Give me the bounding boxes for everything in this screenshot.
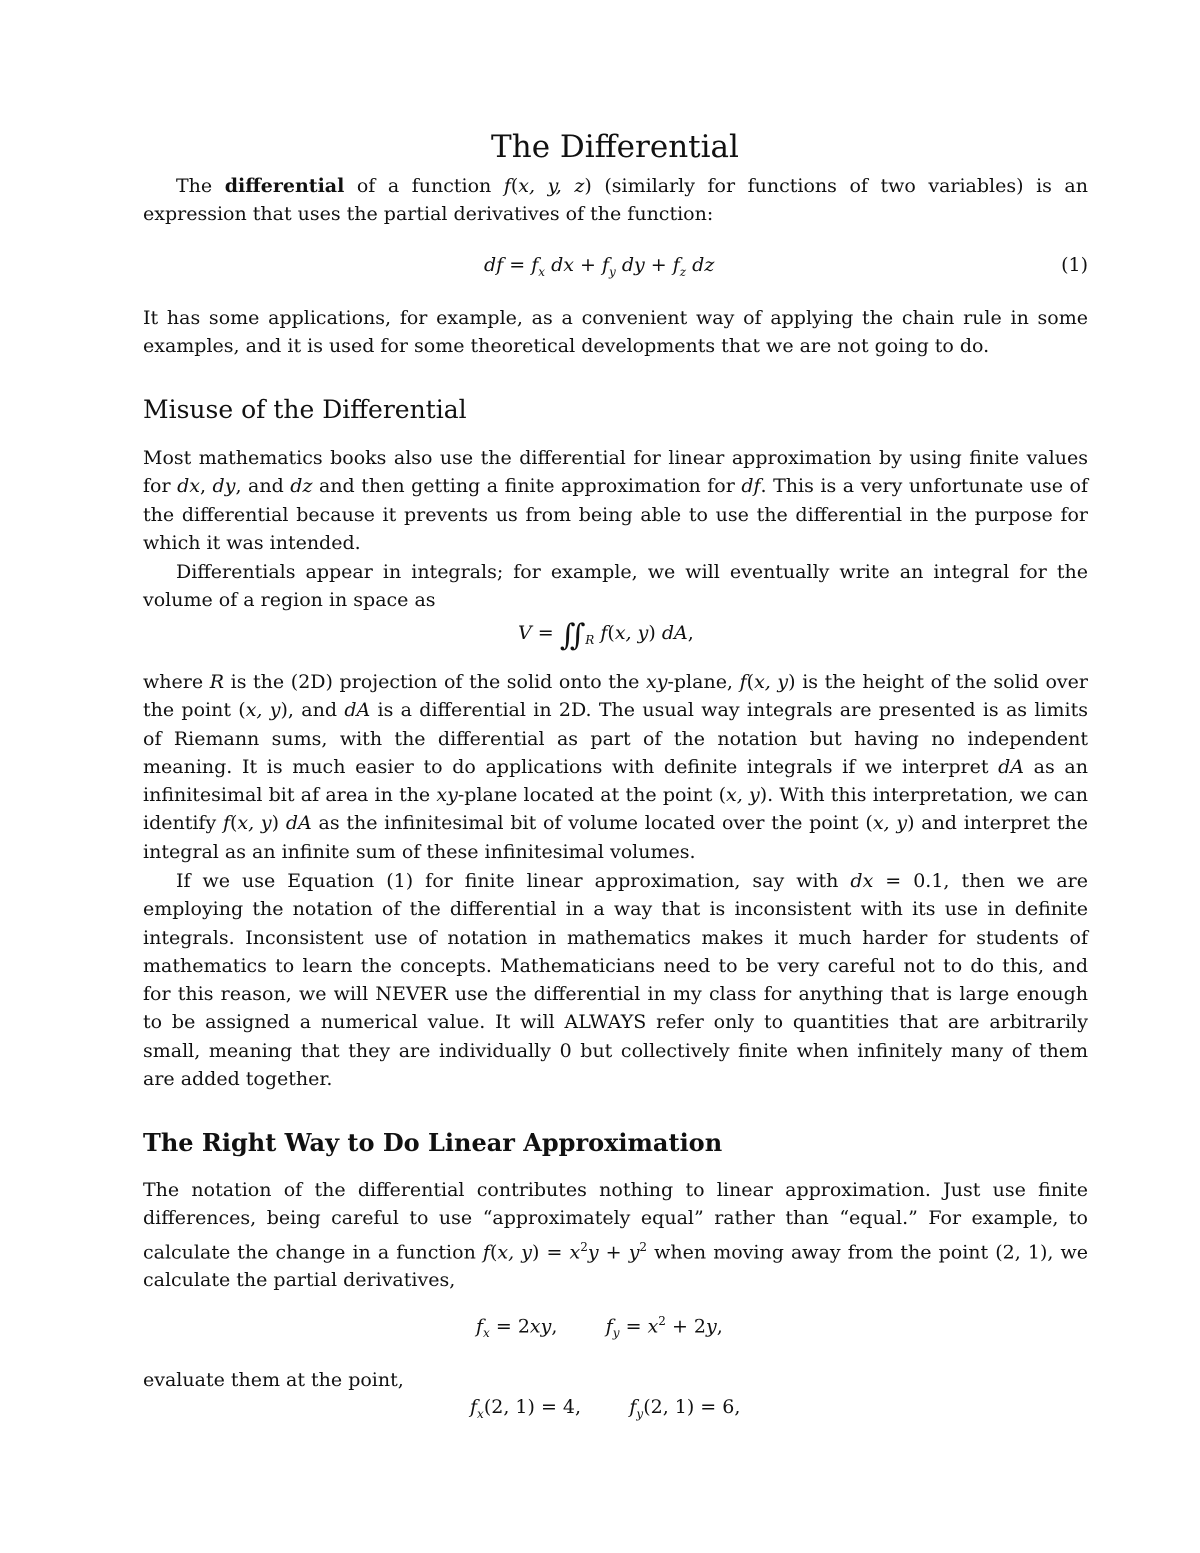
equation-partials: $f_x = 2xy$, $f_y = x^2 + 2y$, — [476, 1314, 723, 1341]
page-title: The Differential — [491, 128, 739, 165]
section-heading-misuse: Misuse of the Differential — [143, 395, 467, 424]
section-heading-right-way: The Right Way to Do Linear Approximation — [143, 1128, 723, 1157]
misuse-paragraph-2: Differentials appear in integrals; for example, we will eventually write an integral for the volume of a region in space as — [143, 561, 1088, 612]
equation-differential: df = $f_x$ dx + $f_y$ dy + $f_z$ dz — [484, 254, 715, 279]
equation-partial-values: $f_x(2$, 1) = 4, $f_y(2$, 1) = 6, — [470, 1396, 741, 1421]
misuse-paragraph-3: where R is the (2D) projection of the solid onto the xy-plane, f(x, y) is the height of the solid over the point (x, y), and dA is a differential in 2D. The usual way integrals are presented is as limits of Riemann sums, with the differential as part of the notation but having no independent meaning. It is much easier to do applications with definite integrals if we interpret dA as an infinitesimal bit af area in the xy-plane located at the point (x, y). With this interpretation, we can identify f(x, y) dA as the infinitesimal bit of volume located over the point (x, y) and interpret the integral as an infinite sum of these infinitesimal volumes. — [143, 671, 1089, 863]
intro-paragraph: The differential of a function f(x, y, z) (similarly for functions of two variables) is an expression that uses the partial derivatives of the function: — [143, 175, 1088, 226]
equation-volume-integral: $V = ∬_R$ f(x, y) dA, — [518, 618, 694, 653]
misuse-paragraph-4: If we use Equation (1) for finite linear approximation, say with dx = 0.1, then we are employing the notation of the differential in a way that is inconsistent with its use in definite integrals. Inconsistent use of notation in mathematics makes it much harder for students of mathematics to learn the concepts. Mathematicians need to be very careful not to do this, and for this reason, we will NEVER use the differential in my class for anything that is large enough to be assigned a numerical value. It will ALWAYS refer only to quantities that are arbitrarily small, meaning that they are individually 0 but collectively finite when infinitely many of them are added together. — [143, 870, 1088, 1091]
equation-number: (1) — [1061, 254, 1088, 276]
intro-applications-paragraph: It has some applications, for example, as a convenient way of applying the chain rule in some examples, and it is used for some theoretical developments that we are not going to do. — [143, 307, 1088, 358]
right-way-paragraph-1: The notation of the differential contributes nothing to linear approximation. Just use finite differences, being careful to use “approximately equal” rather than “equal.” For example, to calculate the change in a function f(x, $y) = x^2y + y^2$ when moving away from the point (2, 1), we calculate the partial derivatives, — [143, 1179, 1089, 1292]
right-way-paragraph-2: evaluate them at the point, — [143, 1369, 404, 1391]
misuse-paragraph-1: Most mathematics books also use the differential for linear approximation by using finite values for dx, dy, and dz and then getting a finite approximation for df. This is a very unfortunate use of the differential because it prevents us from being able to use the differential in the purpose for which it was intended. — [143, 447, 1088, 554]
